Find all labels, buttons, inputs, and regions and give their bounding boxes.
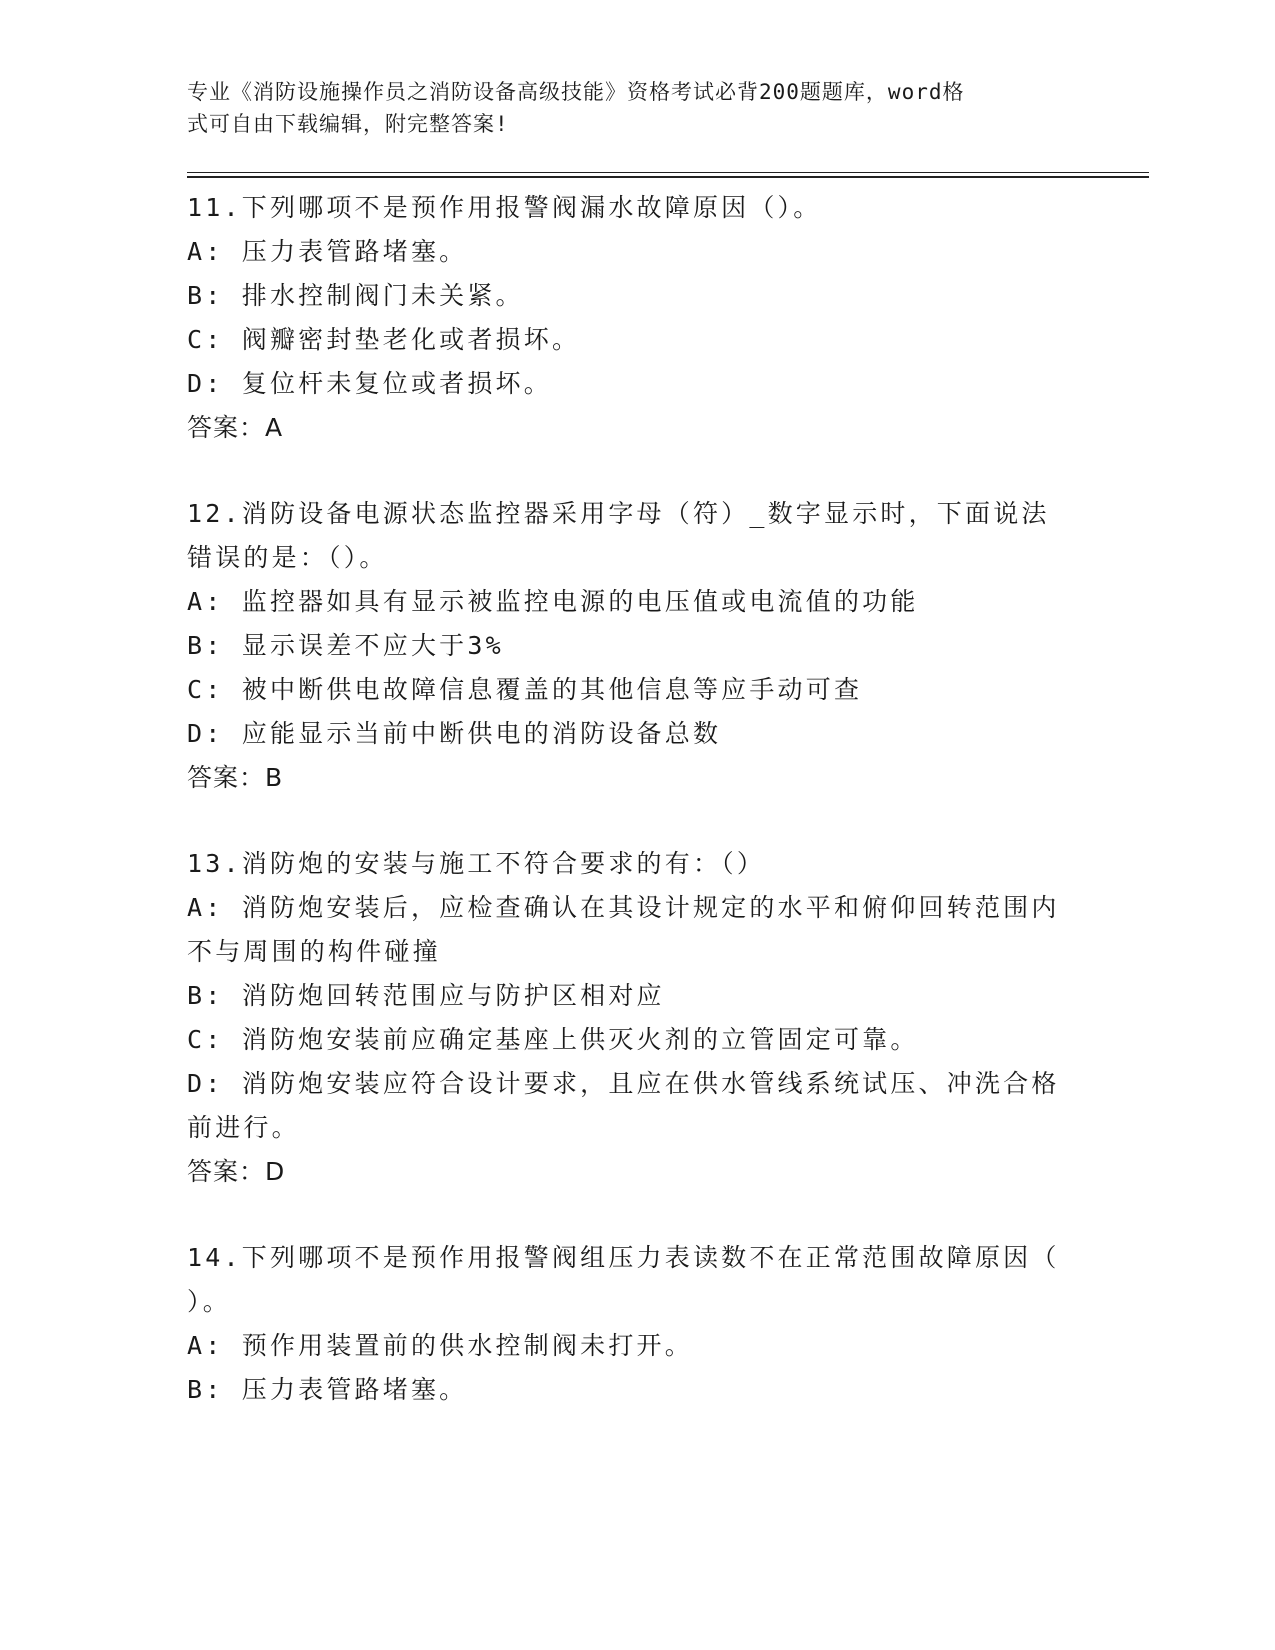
option-b: B: 压力表管路堵塞。	[187, 1375, 468, 1404]
option-b: B: 排水控制阀门未关紧。	[187, 281, 524, 310]
option-c: C: 被中断供电故障信息覆盖的其他信息等应手动可查	[187, 675, 863, 704]
answer: 答案：B	[187, 763, 284, 792]
option-a-cont: 不与周围的构件碰撞	[187, 937, 441, 966]
option-d: D: 消防炮安装应符合设计要求，且应在供水管线系统试压、冲洗合格	[187, 1069, 1060, 1098]
answer: 答案：A	[187, 413, 284, 442]
header-line-2: 式可自由下载编辑，附完整答案!	[187, 112, 509, 136]
option-a: A: 预作用装置前的供水控制阀未打开。	[187, 1331, 693, 1360]
option-b: B: 显示误差不应大于3%	[187, 631, 504, 660]
option-d-cont: 前进行。	[187, 1113, 300, 1142]
question-stem: 12.消防设备电源状态监控器采用字母（符）_数字显示时，下面说法	[187, 499, 1050, 528]
option-a: A: 监控器如具有显示被监控电源的电压值或电流值的功能	[187, 587, 919, 616]
header-text	[187, 76, 1067, 140]
option-c: C: 消防炮安装前应确定基座上供灭火剂的立管固定可靠。	[187, 1025, 919, 1054]
header-divider-thin	[187, 172, 1149, 173]
option-d: D: 应能显示当前中断供电的消防设备总数	[187, 719, 722, 748]
option-a: A: 消防炮安装后，应检查确认在其设计规定的水平和俯仰回转范围内	[187, 893, 1060, 922]
header-divider-thick	[187, 176, 1149, 178]
question-stem: 13.消防炮的安装与施工不符合要求的有：（）	[187, 849, 766, 878]
header-line-1: 专业《消防设施操作员之消防设备高级技能》资格考试必背200题题库，word格	[187, 80, 965, 104]
question-stem: 14.下列哪项不是预作用报警阀组压力表读数不在正常范围故障原因（	[187, 1243, 1060, 1272]
option-d: D: 复位杆未复位或者损坏。	[187, 369, 552, 398]
answer: 答案：D	[187, 1157, 286, 1186]
question-stem-cont: 错误的是：（）。	[187, 543, 388, 572]
option-c: C: 阀瓣密封垫老化或者损坏。	[187, 325, 581, 354]
question-stem: 11.下列哪项不是预作用报警阀漏水故障原因（）。	[187, 193, 822, 222]
option-b: B: 消防炮回转范围应与防护区相对应	[187, 981, 665, 1010]
question-stem-cont: ）。	[187, 1287, 231, 1316]
option-a: A: 压力表管路堵塞。	[187, 237, 468, 266]
